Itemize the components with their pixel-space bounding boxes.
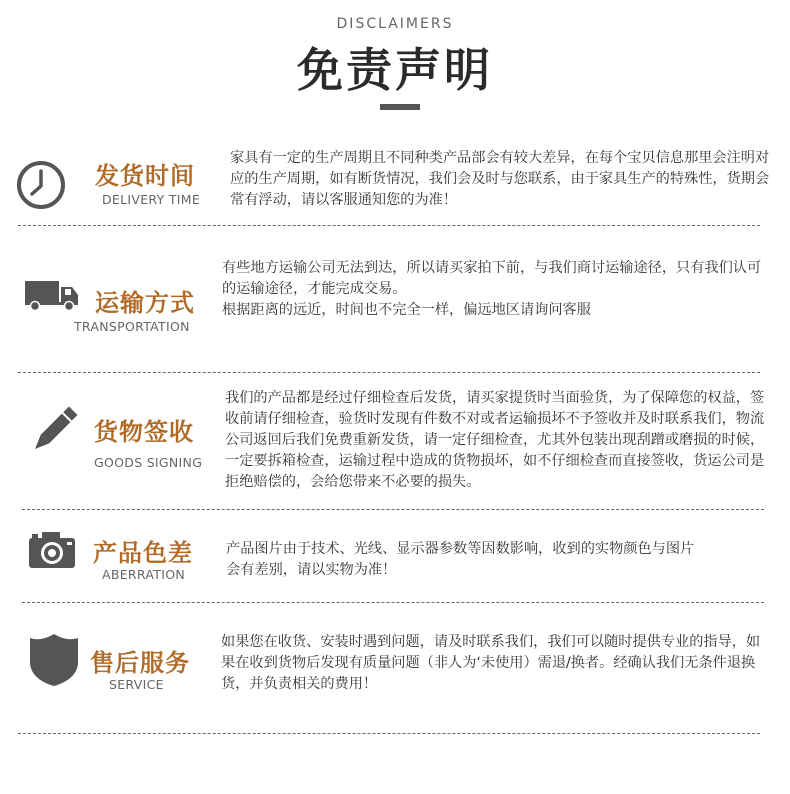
section-subtitle: SERVICE bbox=[109, 677, 164, 692]
divider bbox=[22, 509, 764, 510]
section-text: 如果您在收货、安装时遇到问题，请及时联系我们，我们可以随时提供专业的指导，如果在收到货物后发现有质量问题（非人为‘未使用）需退/换者。经确认我们无条件退换货，并负责相关的费用！ bbox=[221, 634, 761, 692]
section-subtitle: GOODS SIGNING bbox=[94, 455, 203, 470]
section-title: 货物签收 bbox=[94, 418, 194, 446]
section-title: 运输方式 bbox=[95, 289, 195, 317]
shield-icon bbox=[28, 632, 80, 688]
camera-icon bbox=[27, 530, 77, 570]
divider bbox=[18, 372, 760, 373]
section-title: 发货时间 bbox=[95, 162, 195, 190]
section-subtitle: DELIVERY TIME bbox=[102, 192, 201, 207]
section-text: 我们的产品都是经过仔细检查后发货，请买家提货时当面验货，为了保障您的权益，签收前请仔细检查，验货时发现有件数不对或者运输损坏不予签收并及时联系我们，物流公司返回后我们免费重新发货，请一定仔细检查，尤其外包装出现刮蹭或磨损的时候，一定要拆箱检查，运输过程中造成的货物损坏，如不仔细检查而直接签收，货运公司是拒绝赔偿的，会给您带来不必要的损失。 bbox=[225, 390, 765, 490]
section-subtitle: TRANSPORTATION bbox=[74, 319, 190, 334]
section-title: 产品色差 bbox=[93, 539, 193, 567]
clock-icon bbox=[16, 160, 66, 210]
page-title: 免责声明 bbox=[297, 43, 493, 97]
section-text: 有些地方运输公司无法到达，所以请买家拍下前，与我们商讨运输途径，只有我们认可的运输途径，才能完成交易。 根据距离的远近，时间也不完全一样，偏远地区请询问客服 bbox=[222, 260, 762, 318]
truck-icon bbox=[22, 278, 80, 312]
section-title: 售后服务 bbox=[90, 649, 190, 677]
divider bbox=[22, 602, 764, 603]
divider bbox=[18, 733, 760, 734]
section-subtitle: ABERRATION bbox=[102, 567, 185, 582]
section-text: 产品图片由于技术、光线、显示器参数等因数影响，收到的实物颜色与图片会有差别，请以实物为准！ bbox=[226, 541, 695, 578]
section-text: 家具有一定的生产周期且不同种类产品部会有较大差异，在每个宝贝信息那里会注明对应的生产周期，如有断货情况，我们会及时与您联系，由于家具生产的特殊性，货期会常有浮动，请以客服通知您的为准！ bbox=[230, 150, 770, 208]
header-subtitle: DISCLAIMERS bbox=[336, 16, 454, 32]
divider bbox=[18, 225, 760, 226]
pen-icon bbox=[26, 406, 78, 458]
title-underline bbox=[380, 104, 420, 110]
